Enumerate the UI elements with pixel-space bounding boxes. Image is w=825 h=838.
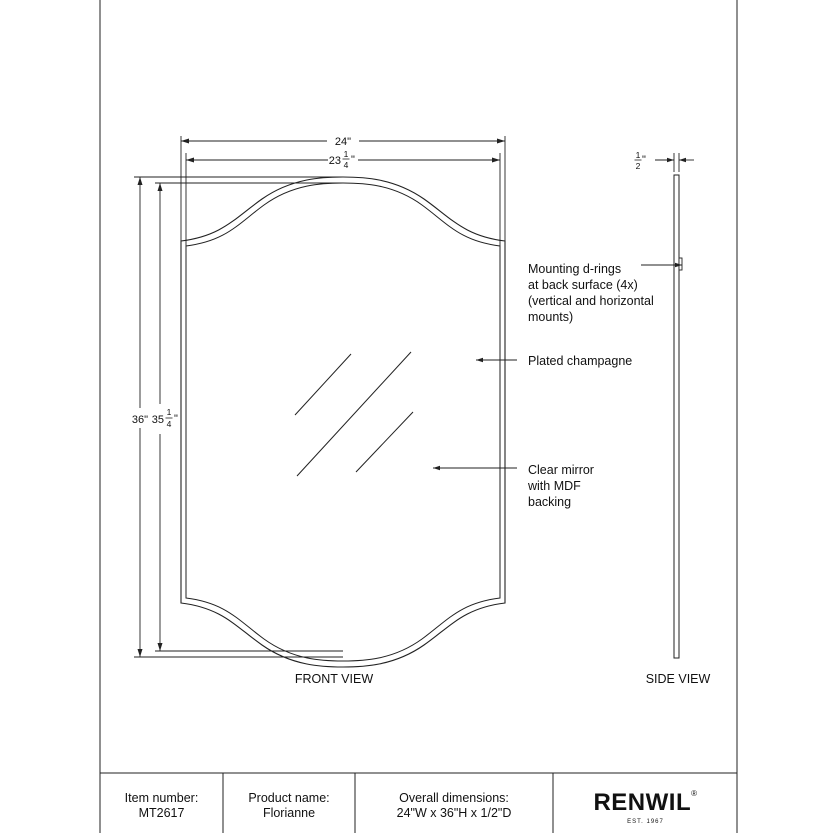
mounting-line-3: (vertical and horizontal [528, 294, 654, 308]
dim-depth [635, 150, 695, 172]
inner-width-whole: 23 [328, 155, 341, 167]
mirror-line-2: with MDF [528, 479, 581, 493]
mirror-outer-outline [181, 177, 505, 667]
mounting-line-1: Mounting d-rings [528, 262, 622, 276]
item-number-cell [100, 773, 223, 833]
mirror-inner-outline [186, 183, 500, 661]
depth-frac-num: 1 [635, 150, 641, 160]
d-ring-bracket [679, 258, 682, 270]
depth-frac-den: 2 [635, 161, 641, 171]
depth-inch: " [642, 154, 646, 166]
reflection-line-1 [295, 354, 351, 415]
item-number-value: MT2617 [138, 806, 185, 820]
overall-dimensions-value: 24"W x 36"H x 1/2"D [396, 806, 512, 820]
overall-height-label: 36" [131, 414, 149, 426]
reflection-line-3 [356, 412, 413, 472]
title-block [100, 773, 738, 833]
reflection-line-2 [297, 352, 411, 476]
side-view-profile [674, 175, 679, 658]
finish-label: Plated champagne [528, 354, 633, 368]
brand-logo [553, 773, 738, 833]
side-view-label: SIDE VIEW [645, 672, 711, 686]
overall-dimensions-label: Overall dimensions: [399, 791, 509, 805]
inner-width-frac-num: 1 [343, 149, 349, 159]
mounting-line-2: at back surface (4x) [528, 278, 638, 292]
product-name-value: Florianne [262, 806, 316, 820]
inner-height-frac-den: 4 [166, 419, 172, 429]
front-view-label: FRONT VIEW [294, 672, 374, 686]
mirror-line-3: backing [528, 495, 572, 509]
mounting-line-4: mounts) [528, 310, 574, 324]
dim-inner-height [150, 183, 343, 651]
callout-finish [476, 354, 632, 368]
inner-width-frac-den: 4 [343, 160, 349, 170]
callout-mirror [433, 463, 594, 509]
overall-width-label: 24" [334, 136, 352, 148]
item-number-label: Item number: [124, 791, 199, 805]
inner-height-inch: " [174, 413, 178, 425]
brand-established: EST. 1967 [627, 819, 664, 825]
inner-width-inch: " [351, 154, 355, 166]
brand-name: RENWIL® [593, 789, 698, 816]
inner-height-frac-num: 1 [166, 407, 172, 417]
product-name-label: Product name: [248, 791, 330, 805]
callout-mounting [528, 262, 682, 324]
mirror-line-1: Clear mirror [528, 463, 594, 477]
inner-height-whole: 35 [151, 414, 164, 426]
dim-inner-width [186, 148, 500, 246]
overall-dimensions-cell [355, 773, 553, 833]
product-name-cell [223, 773, 355, 833]
